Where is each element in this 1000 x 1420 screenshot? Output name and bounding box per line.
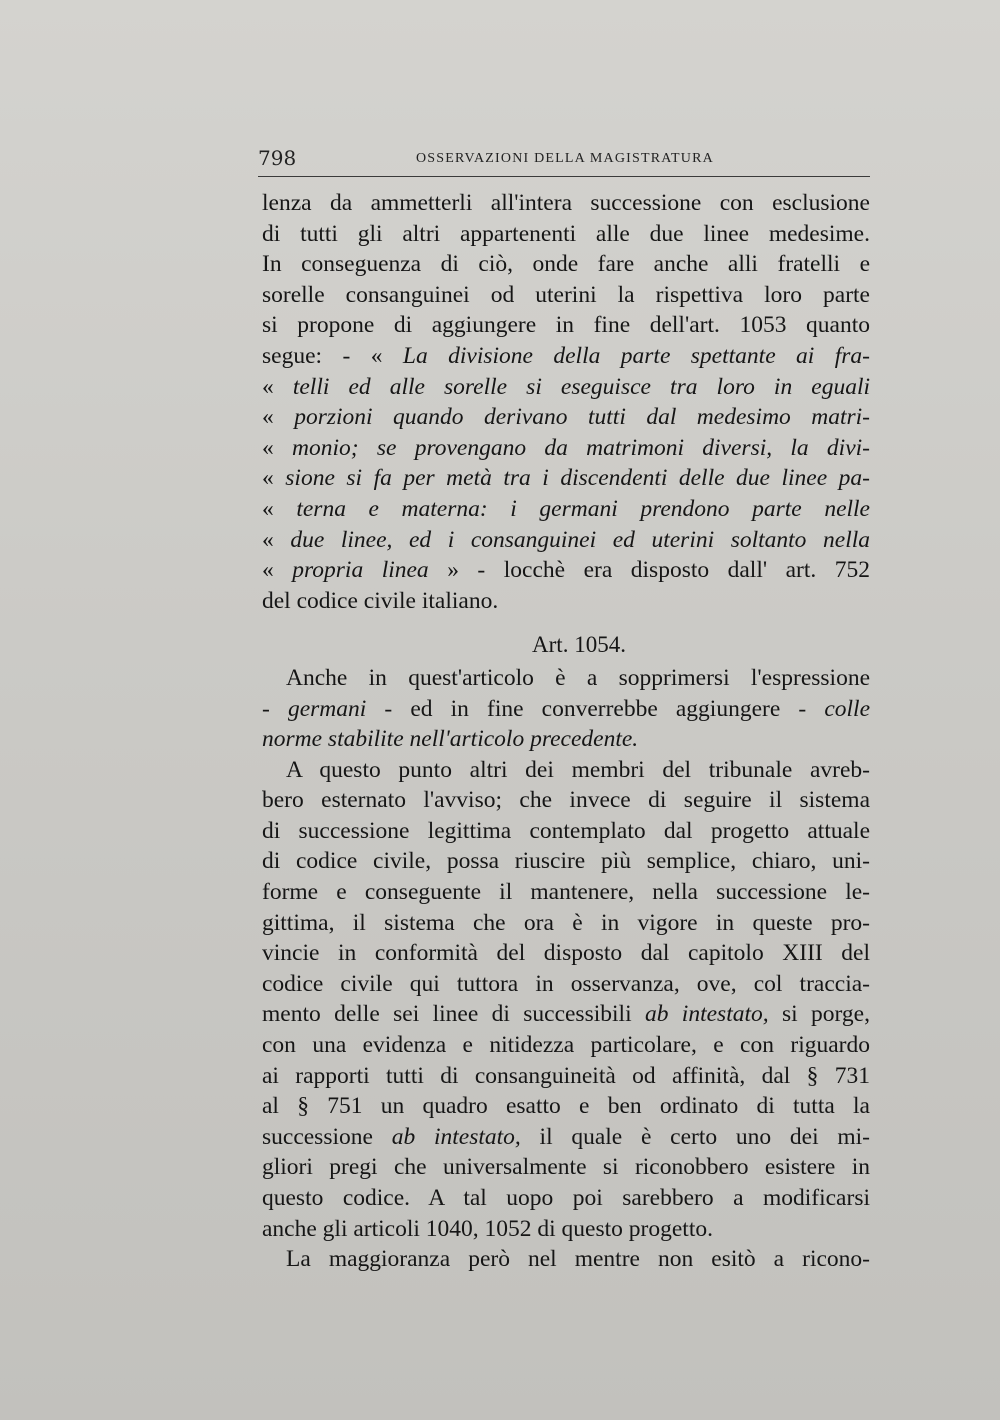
quote-text: terna e materna: i germani prendono parte nelle xyxy=(296,495,870,522)
italic-term: ab intestato, xyxy=(644,1001,769,1028)
quote-intro: segue: - « xyxy=(262,342,383,369)
text-line: del codice civile italiano. xyxy=(262,587,499,614)
guillemet-mark: « xyxy=(262,495,274,522)
text-line-quote xyxy=(262,402,870,433)
text-line: In conseguenza di ciò, onde fare anche alli fratelli e xyxy=(262,251,870,278)
text-fragment: successione xyxy=(262,1123,392,1150)
text-line xyxy=(262,999,870,1030)
article-heading: Art. 1054. xyxy=(532,632,626,658)
text-line-italic: norme stabilite nell'articolo precedente. xyxy=(262,726,639,753)
text-line: La maggioranza però nel mentre non esitò a ricono- xyxy=(286,1246,870,1273)
page-header xyxy=(258,146,870,177)
quote-text: telli ed alle sorelle si eseguisce tra loro in eguali xyxy=(292,373,871,400)
text-line: di codice civile, possa riuscire più semplice, chiaro, uni- xyxy=(262,848,870,875)
text-fragment: - ed in fine converrebbe aggiungere - xyxy=(366,695,825,722)
paragraph-majority xyxy=(262,1244,870,1275)
running-head: OSSERVAZIONI DELLA MAGISTRATURA xyxy=(416,151,714,166)
text-line: gliori pregi che universalmente si riconobbero esistere in xyxy=(262,1154,870,1181)
text-line: si propone di aggiungere in fine dell'art. 1053 quanto xyxy=(262,312,870,339)
text-line: lenza da ammetterli all'intera successione con esclusione xyxy=(262,190,870,216)
text-line-quote xyxy=(262,433,870,464)
paragraph-tribunal xyxy=(262,755,870,1245)
text-line xyxy=(262,694,870,725)
text-fragment: mento delle sei linee di successibili xyxy=(262,1001,645,1028)
text-line: anche gli articoli 1040, 1052 di questo progetto. xyxy=(262,1215,713,1242)
text-line: bero esternato l'avviso; che invece di seguire il sistema xyxy=(262,787,870,814)
italic-term: ab intestato, xyxy=(391,1123,521,1150)
text-line: di tutti gli altri appartenenti alle due linee medesime. xyxy=(262,220,870,247)
paragraph-article xyxy=(262,663,870,755)
text-line-quote xyxy=(262,372,870,403)
text-line: al § 751 un quadro esatto e ben ordinato di tutta la xyxy=(262,1093,870,1120)
quote-text: sione si fa per metà tra i discendenti delle due linee pa- xyxy=(285,465,871,492)
text-line: vincie in conformità del disposto dal capitolo XIII del xyxy=(262,940,870,967)
body-text xyxy=(262,188,870,1275)
text-line-quote-start xyxy=(262,341,870,372)
quote-text: due linee, ed i consanguinei ed uterini soltanto nella xyxy=(290,526,871,553)
text-line: A questo punto altri dei membri del tribunale avreb- xyxy=(286,756,870,783)
italic-term: germani xyxy=(287,695,367,722)
guillemet-mark: « xyxy=(262,465,274,492)
text-line: questo codice. A tal uopo poi sarebbero a modificarsi xyxy=(262,1185,870,1211)
guillemet-mark: « xyxy=(262,434,274,461)
guillemet-mark: « xyxy=(262,526,274,553)
text-line: Anche in quest'articolo è a sopprimersi l'espressione xyxy=(286,664,870,691)
text-line-quote xyxy=(262,494,870,525)
text-line: sorelle consanguinei od uterini la rispettiva loro parte xyxy=(262,281,870,308)
quote-text: porzioni quando derivano tutti dal medesimo matri- xyxy=(294,404,870,431)
text-line-quote-end xyxy=(262,555,870,586)
text-fragment: il quale è certo uno dei mi- xyxy=(520,1123,871,1150)
quote-close: » - locchè era disposto dall' art. 752 xyxy=(447,557,870,584)
quote-text: La divisione della parte spettante ai fra- xyxy=(402,342,870,369)
text-line: codice civile qui tuttora in osservanza, ove, col traccia- xyxy=(262,970,870,997)
quote-text: monio; se provengano da matrimoni diversi, la divi- xyxy=(292,434,870,461)
page-number: 798 xyxy=(258,146,297,170)
text-line-quote xyxy=(262,525,870,556)
guillemet-mark: « xyxy=(262,404,274,431)
quote-text: propria linea xyxy=(292,557,429,584)
text-line: di successione legittima contemplato dal progetto attuale xyxy=(262,817,870,844)
text-line: ai rapporti tutti di consanguineità od affinità, dal § 731 xyxy=(262,1062,870,1089)
text-line: gittima, il sistema che ora è in vigore in queste pro- xyxy=(262,909,870,936)
text-line: con una evidenza e nitidezza particolare, e con riguardo xyxy=(262,1032,870,1059)
text-line xyxy=(262,1122,870,1153)
paragraph-continuation xyxy=(262,188,870,616)
text-fragment: - xyxy=(262,695,288,722)
italic-term: colle xyxy=(824,695,870,722)
text-fragment: si porge, xyxy=(768,1001,870,1028)
guillemet-mark: « xyxy=(262,557,274,584)
text-line: forme e conseguente il mantenere, nella successione le- xyxy=(262,879,870,906)
text-line-quote xyxy=(262,463,870,494)
guillemet-mark: « xyxy=(262,373,274,400)
